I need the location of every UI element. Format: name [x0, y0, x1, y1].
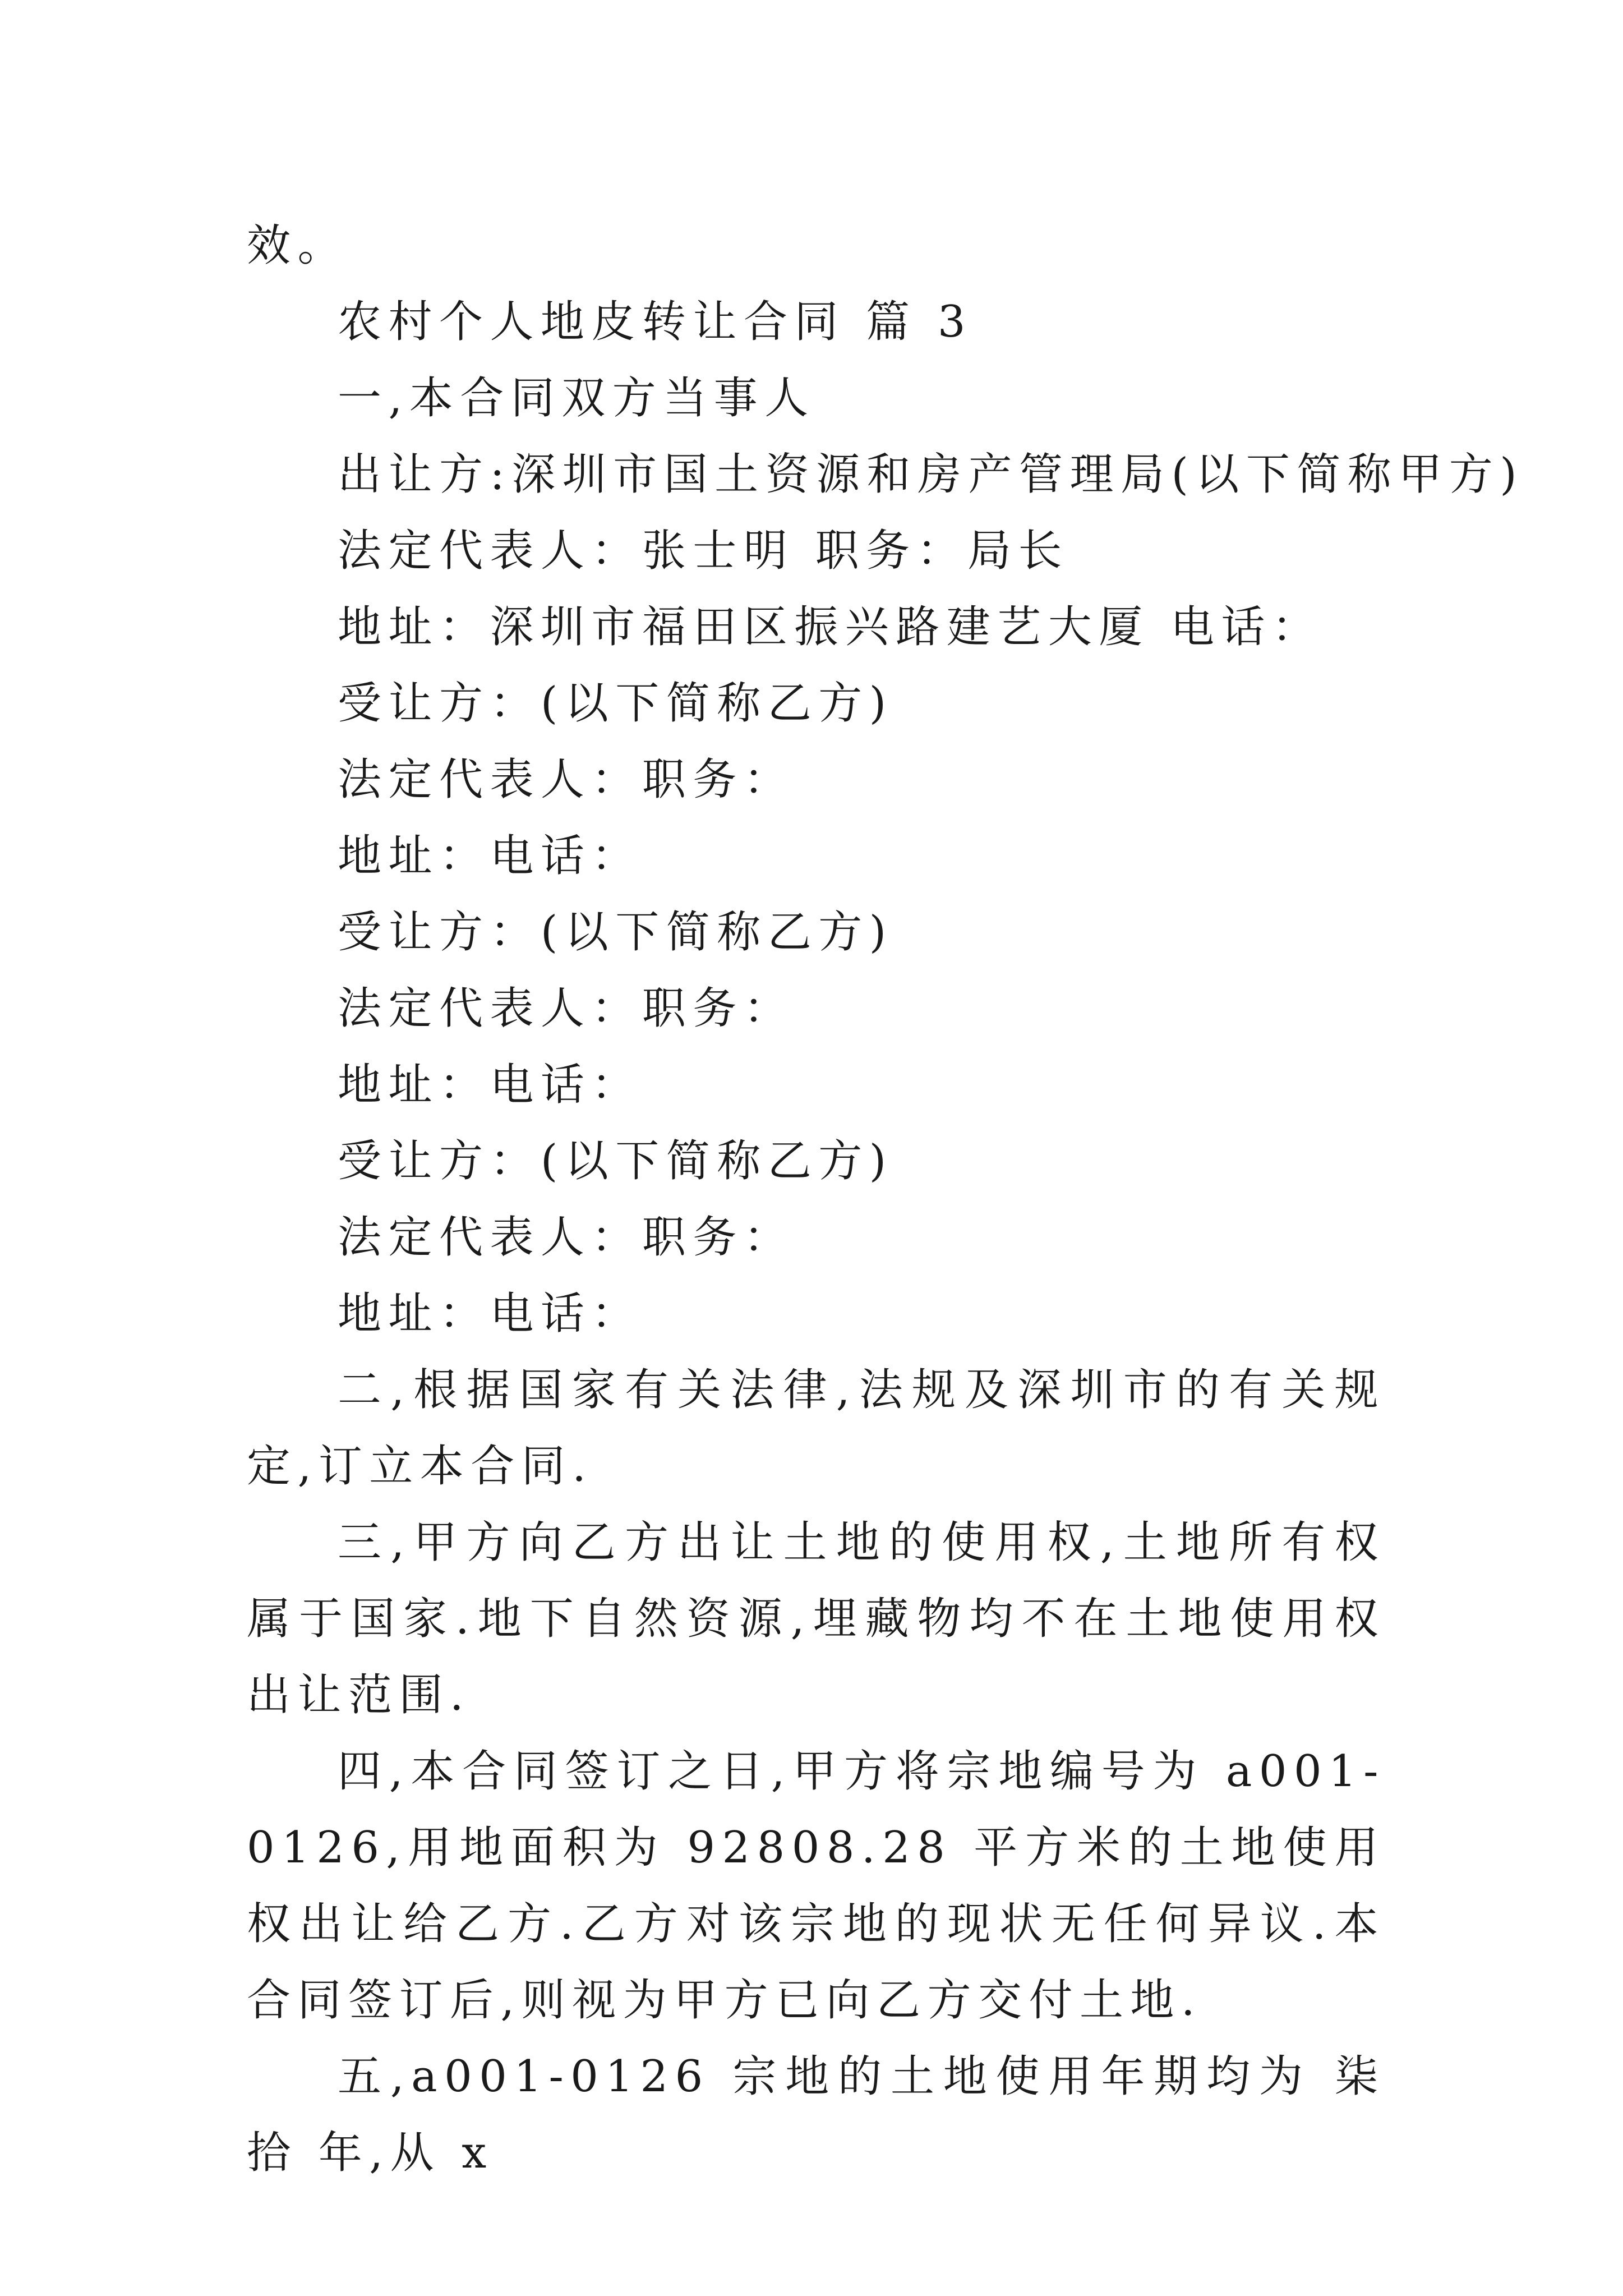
address-line: 地址：电话：: [338, 1060, 642, 1110]
clause-heading: 一,本合同双方当事人: [338, 373, 815, 424]
clause-paragraph: 四,本合同签订之日,甲方将宗地编号为 a001-0126,用地面积为 92808.28 平方米的土地使用权出让给乙方.乙方对该宗地的现状无任何异议.本合同签订后,则视为甲方已向乙方交付土地.: [247, 1746, 1385, 2026]
transferee-line: 受让方：(以下简称乙方): [338, 907, 893, 958]
legal-rep-line: 法定代表人：职务：: [338, 754, 795, 805]
address-line: 地址：电话：: [338, 1289, 642, 1339]
transferee-line: 受让方：(以下简称乙方): [338, 1136, 893, 1186]
clause-paragraph: 三,甲方向乙方出让土地的使用权,土地所有权属于国家.地下自然资源,埋藏物均不在土地使用权出让范围.: [247, 1517, 1385, 1720]
section-heading: 农村个人地皮转让合同 篇 3: [338, 297, 972, 347]
clause-paragraph: 五,a001-0126 宗地的土地使用年期均为 柒拾 年,从 x: [247, 2051, 1385, 2178]
clause-paragraph: 二,根据国家有关法律,法规及深圳市的有关规定,订立本合同.: [247, 1365, 1385, 1492]
transferee-line: 受让方：(以下简称乙方): [338, 678, 893, 729]
address-line: 地址：深圳市福田区振兴路建艺大厦 电话：: [338, 602, 1323, 652]
text-line: 效。: [247, 220, 348, 271]
legal-rep-line: 法定代表人：张士明 职务：局长: [338, 526, 1069, 576]
legal-rep-line: 法定代表人：职务：: [338, 1212, 795, 1263]
transferor-line: 出让方:深圳市国土资源和房产管理局(以下简称甲方): [338, 449, 1524, 500]
document-body: [247, 208, 1524, 2191]
legal-rep-line: 法定代表人：职务：: [338, 983, 795, 1034]
address-line: 地址：电话：: [338, 831, 642, 881]
